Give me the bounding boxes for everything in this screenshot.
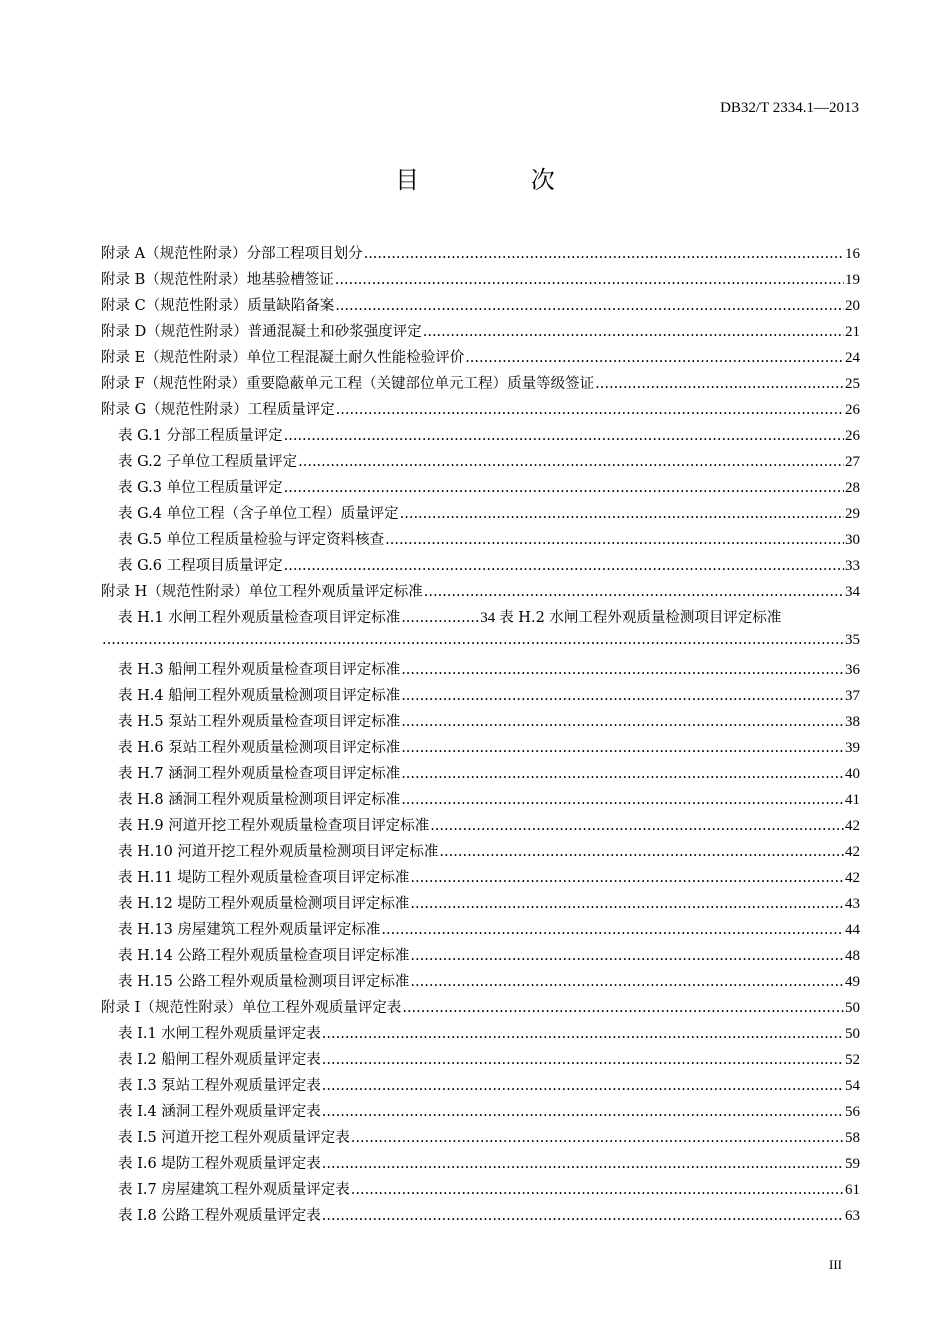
toc-entry-page: 30 [845,532,860,548]
toc-entry-page: 56 [845,1104,860,1120]
toc-entry-page: 48 [845,948,860,964]
toc-entry-label: 附录 H（规范性附录）单位工程外观质量评定标准 [101,584,423,600]
toc-entry-label: 附录 G（规范性附录）工程质量评定 [101,402,335,418]
toc-entry-label: 表 I.3 泵站工程外观质量评定表 [118,1078,321,1094]
toc-leader-dots [322,1208,844,1224]
toc-leader-dots [465,350,844,366]
toc-entry[interactable] [101,528,860,554]
toc-leader-dots [102,632,844,648]
toc-entry-label: 附录 E（规范性附录）单位工程混凝土耐久性能检验评价 [101,350,465,366]
toc-entry-page: 44 [845,922,860,938]
page-title: 目 次 [395,166,607,194]
toc-entry-label: 表 I.2 船闸工程外观质量评定表 [118,1052,321,1068]
toc-entry-page: 19 [845,272,860,288]
toc-entry-page: 38 [845,714,860,730]
toc-leader-dots [298,454,844,470]
toc-entry[interactable] [101,1022,860,1048]
toc-leader-dots [322,1156,844,1172]
toc-entry-label: 表 H.1 水闸工程外观质量检查项目评定标准 [118,610,401,626]
toc-leader-dots [401,610,479,626]
toc-entry-page: 41 [845,792,860,808]
toc-entry[interactable] [101,1048,860,1074]
toc-entry-page: 26 [845,428,860,444]
toc-entry-label: 附录 B（规范性附录）地基验槽签证 [101,272,334,288]
toc-entry-page: 28 [845,480,860,496]
toc-entry-page: 49 [845,974,860,990]
toc-leader-dots [385,532,844,548]
toc-leader-dots [364,246,844,262]
toc-entry-page: 16 [845,246,860,262]
page-number: III [829,1257,842,1272]
toc-entry-page: 35 [845,632,860,648]
toc-leader-dots [335,298,844,314]
toc-entry[interactable] [101,580,860,606]
toc-entry[interactable] [101,476,860,502]
toc-entry-page: 36 [845,662,860,678]
toc-entry-page: 43 [845,896,860,912]
toc-leader-dots [410,896,844,912]
toc-entry-page: 58 [845,1130,860,1146]
toc-entry[interactable] [101,1178,860,1204]
toc-entry-label: 表 I.8 公路工程外观质量评定表 [118,1208,321,1224]
toc-leader-dots [284,480,844,496]
toc-entry-label: 表 H.9 河道开挖工程外观质量检查项目评定标准 [118,818,430,834]
toc-entry[interactable] [101,242,860,268]
toc-entry-label: 表 I.1 水闸工程外观质量评定表 [118,1026,321,1042]
toc-entry[interactable] [101,554,860,580]
toc-entry-page: 59 [845,1156,860,1172]
toc-entry[interactable] [101,710,860,736]
toc-entry-label: 表 H.3 船闸工程外观质量检查项目评定标准 [118,662,401,678]
toc-entry[interactable] [101,684,860,710]
toc-entry-label: 表 I.7 房屋建筑工程外观质量评定表 [118,1182,350,1198]
toc-entry-page: 34 [845,584,860,600]
toc-leader-dots [401,714,844,730]
toc-leader-dots [401,688,844,704]
toc-entry[interactable] [101,788,860,814]
toc-entry-label: 表 H.12 堤防工程外观质量检测项目评定标准 [118,896,410,912]
toc-entry[interactable] [101,970,860,996]
toc-entry[interactable] [101,866,860,892]
toc-entry-page: 33 [845,558,860,574]
toc-entry[interactable] [101,944,860,970]
toc-leader-dots [410,948,844,964]
toc-entry-label: 表 G.2 子单位工程质量评定 [118,454,298,470]
toc-leader-dots [423,324,844,340]
toc-entry-label: 表 H.8 涵洞工程外观质量检测项目评定标准 [118,792,401,808]
toc-entry-page: 24 [845,350,860,366]
table-of-contents [101,242,860,1230]
toc-leader-dots [322,1026,844,1042]
toc-entry-label: 表 H.15 公路工程外观质量检测项目评定标准 [118,974,410,990]
toc-entry[interactable] [101,918,860,944]
toc-entry-page: 39 [845,740,860,756]
toc-entry-page: 21 [845,324,860,340]
toc-entry-label: 附录 D（规范性附录）普通混凝土和砂浆强度评定 [101,324,422,340]
toc-entry-label: 表 I.4 涵洞工程外观质量评定表 [118,1104,321,1120]
toc-entry[interactable] [101,1100,860,1126]
toc-entry-label: 表 I.6 堤防工程外观质量评定表 [118,1156,321,1172]
toc-entry[interactable] [101,606,860,632]
toc-entry[interactable] [101,320,860,346]
toc-entry-label: 表 G.6 工程项目质量评定 [118,558,283,574]
toc-entry-label: 附录 C（规范性附录）质量缺陷备案 [101,298,335,314]
toc-entry[interactable] [101,632,860,658]
toc-leader-dots [401,766,844,782]
toc-entry-label: 表 H.14 公路工程外观质量检查项目评定标准 [118,948,410,964]
toc-entry[interactable] [101,1204,860,1230]
toc-entry-label: 表 H.5 泵站工程外观质量检查项目评定标准 [118,714,401,730]
toc-entry[interactable] [101,892,860,918]
toc-entry[interactable] [101,398,860,424]
toc-entry-page: 61 [845,1182,860,1198]
toc-leader-dots [410,870,844,886]
toc-entry-label: 表 H.11 堤防工程外观质量检查项目评定标准 [118,870,410,886]
toc-entry-page: 52 [845,1052,860,1068]
toc-leader-dots [401,792,844,808]
toc-entry-page: 63 [845,1208,860,1224]
toc-leader-dots [400,506,844,522]
toc-entry-page: 34 [480,610,496,626]
toc-entry-label: 表 H.13 房屋建筑工程外观质量评定标准 [118,922,381,938]
toc-entry-page: 54 [845,1078,860,1094]
toc-entry-page: 42 [845,844,860,860]
toc-leader-dots [336,402,844,418]
toc-entry[interactable] [101,294,860,320]
toc-entry-label: 表 H.2 水闸工程外观质量检测项目评定标准 [499,610,782,626]
toc-leader-dots [322,1078,844,1094]
toc-entry-label: 表 I.5 河道开挖工程外观质量评定表 [118,1130,350,1146]
toc-leader-dots [424,584,844,600]
toc-leader-dots [284,428,844,444]
toc-leader-dots [410,974,844,990]
toc-leader-dots [402,1000,844,1016]
toc-leader-dots [401,740,844,756]
toc-leader-dots [322,1052,844,1068]
toc-entry[interactable] [101,814,860,840]
toc-entry[interactable] [101,268,860,294]
toc-entry-label: 表 H.4 船闸工程外观质量检测项目评定标准 [118,688,401,704]
toc-entry-label: 附录 I（规范性附录）单位工程外观质量评定表 [101,1000,402,1016]
toc-entry-page: 26 [845,402,860,418]
toc-entry[interactable] [101,1074,860,1100]
toc-entry-label: 附录 A（规范性附录）分部工程项目划分 [101,246,363,262]
toc-entry-page: 50 [845,1026,860,1042]
toc-leader-dots [439,844,844,860]
toc-entry-label: 表 H.6 泵站工程外观质量检测项目评定标准 [118,740,401,756]
toc-entry-label: 表 G.3 单位工程质量评定 [118,480,283,496]
toc-entry[interactable] [101,424,860,450]
toc-entry-page: 50 [845,1000,860,1016]
toc-entry[interactable] [101,840,860,866]
toc-leader-dots [322,1104,844,1120]
toc-entry-page: 27 [845,454,860,470]
toc-entry-label: 附录 F（规范性附录）重要隐蔽单元工程（关键部位单元工程）质量等级签证 [101,376,595,392]
toc-entry-label: 表 G.4 单位工程（含子单位工程）质量评定 [118,506,399,522]
toc-entry-page: 42 [845,818,860,834]
toc-entry[interactable] [101,762,860,788]
toc-leader-dots [381,922,844,938]
toc-entry-label: 表 H.7 涵洞工程外观质量检查项目评定标准 [118,766,401,782]
toc-entry[interactable] [101,372,860,398]
toc-entry-page: 42 [845,870,860,886]
toc-entry-page: 20 [845,298,860,314]
toc-leader-dots [351,1182,844,1198]
toc-entry-label: 表 H.10 河道开挖工程外观质量检测项目评定标准 [118,844,439,860]
toc-leader-dots [401,662,844,678]
toc-leader-dots [595,376,844,392]
toc-entry-page: 37 [845,688,860,704]
toc-entry[interactable] [101,1152,860,1178]
toc-entry[interactable] [101,502,860,528]
document-code: DB32/T 2334.1—2013 [720,100,859,116]
toc-entry-label: 表 G.1 分部工程质量评定 [118,428,283,444]
toc-entry-page: 29 [845,506,860,522]
toc-entry-label: 表 G.5 单位工程质量检验与评定资料核查 [118,532,385,548]
toc-entry[interactable] [101,346,860,372]
toc-entry-page: 25 [845,376,860,392]
toc-leader-dots [335,272,844,288]
toc-entry[interactable] [101,1126,860,1152]
toc-entry[interactable] [101,450,860,476]
toc-leader-dots [284,558,844,574]
toc-entry[interactable] [101,736,860,762]
toc-leader-dots [430,818,844,834]
toc-entry-page: 40 [845,766,860,782]
toc-entry[interactable] [101,996,860,1022]
toc-entry[interactable] [101,658,860,684]
toc-leader-dots [351,1130,844,1146]
